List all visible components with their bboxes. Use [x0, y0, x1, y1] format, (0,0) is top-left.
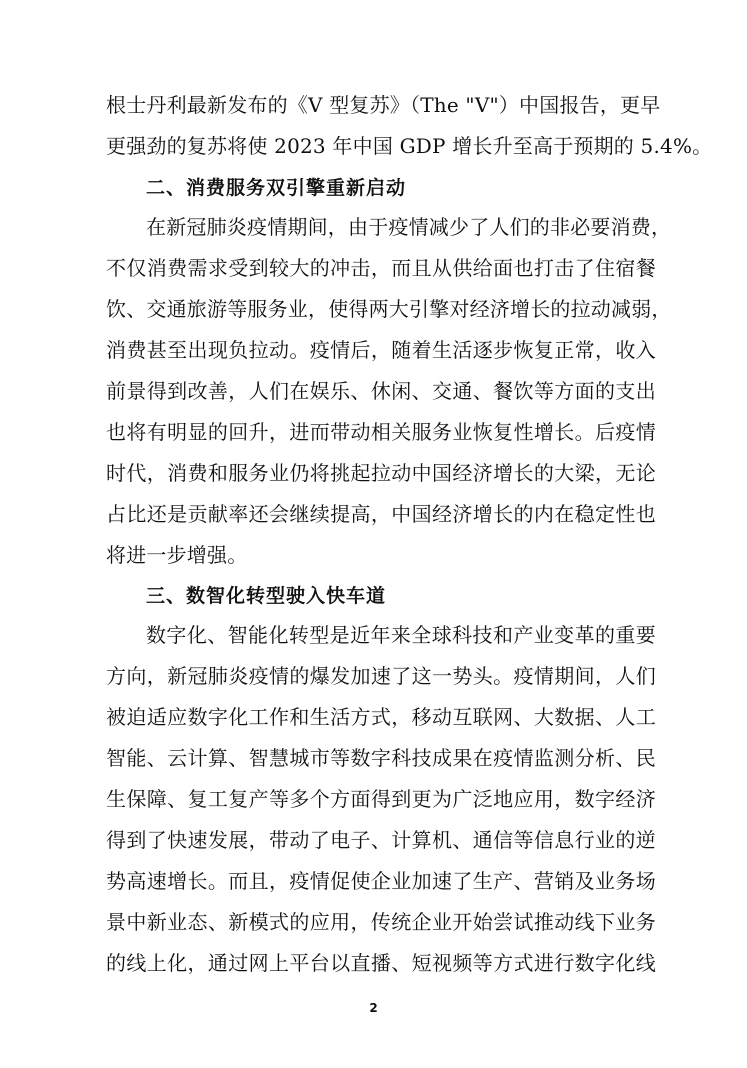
paragraph-3-line-2: 方向，新冠肺炎疫情的爆发加速了这一势头。疫情期间，人们 — [106, 664, 656, 688]
paragraph-3-line-8: 景中新业态、新模式的应用，传统企业开始尝试推动线下业务 — [106, 910, 656, 934]
paragraph-2-line-4: 消费甚至出现负拉动。疫情后，随着生活逐步恢复正常，收入 — [106, 338, 656, 362]
paragraph-2-line-1: 在新冠肺炎疫情期间，由于疫情减少了人们的非必要消费， — [146, 215, 672, 239]
paragraph-2-line-8: 占比还是贡献率还会继续提高，中国经济增长的内在稳定性也 — [106, 502, 656, 526]
paragraph-2-line-7: 时代，消费和服务业仍将挑起拉动中国经济增长的大梁，无论 — [106, 461, 656, 485]
paragraph-2-line-6: 也将有明显的回升，进而带动相关服务业恢复性增长。后疫情 — [106, 420, 656, 444]
paragraph-1-line-2: 更强劲的复苏将使 2023 年中国 GDP 增长升至高于预期的 5.4%。 — [106, 134, 713, 158]
paragraph-3-line-5: 生保障、复工复产等多个方面得到更为广泛地应用，数字经济 — [106, 787, 656, 811]
paragraph-2-line-2: 不仅消费需求受到较大的冲击，而且从供给面也打击了住宿餐 — [106, 256, 656, 280]
paragraph-2-line-3: 饮、交通旅游等服务业，使得两大引擎对经济增长的拉动减弱， — [106, 297, 672, 321]
paragraph-1-line-1: 根士丹利最新发布的《V 型复苏》（The "V"）中国报告，更早 — [106, 93, 661, 117]
paragraph-3-line-9: 的线上化，通过网上平台以直播、短视频等方式进行数字化线 — [106, 951, 656, 975]
paragraph-2-line-9: 将进一步增强。 — [106, 543, 248, 567]
section-heading-2: 二、消费服务双引擎重新启动 — [146, 177, 407, 199]
paragraph-2-line-5: 前景得到改善，人们在娱乐、休闲、交通、餐饮等方面的支出 — [106, 379, 656, 403]
paragraph-3-line-7: 势高速增长。而且，疫情促使企业加速了生产、营销及业务场 — [106, 869, 656, 893]
paragraph-3-line-6: 得到了快速发展，带动了电子、计算机、通信等信息行业的逆 — [106, 828, 656, 852]
section-heading-3: 三、数智化转型驶入快车道 — [146, 585, 387, 607]
paragraph-3-line-1: 数字化、智能化转型是近年来全球科技和产业变革的重要 — [146, 623, 656, 647]
paragraph-3-line-4: 智能、云计算、智慧城市等数字科技成果在疫情监测分析、民 — [106, 746, 656, 770]
paragraph-3-line-3: 被迫适应数字化工作和生活方式，移动互联网、大数据、人工 — [106, 705, 656, 729]
page-number: 2 — [369, 1001, 378, 1015]
